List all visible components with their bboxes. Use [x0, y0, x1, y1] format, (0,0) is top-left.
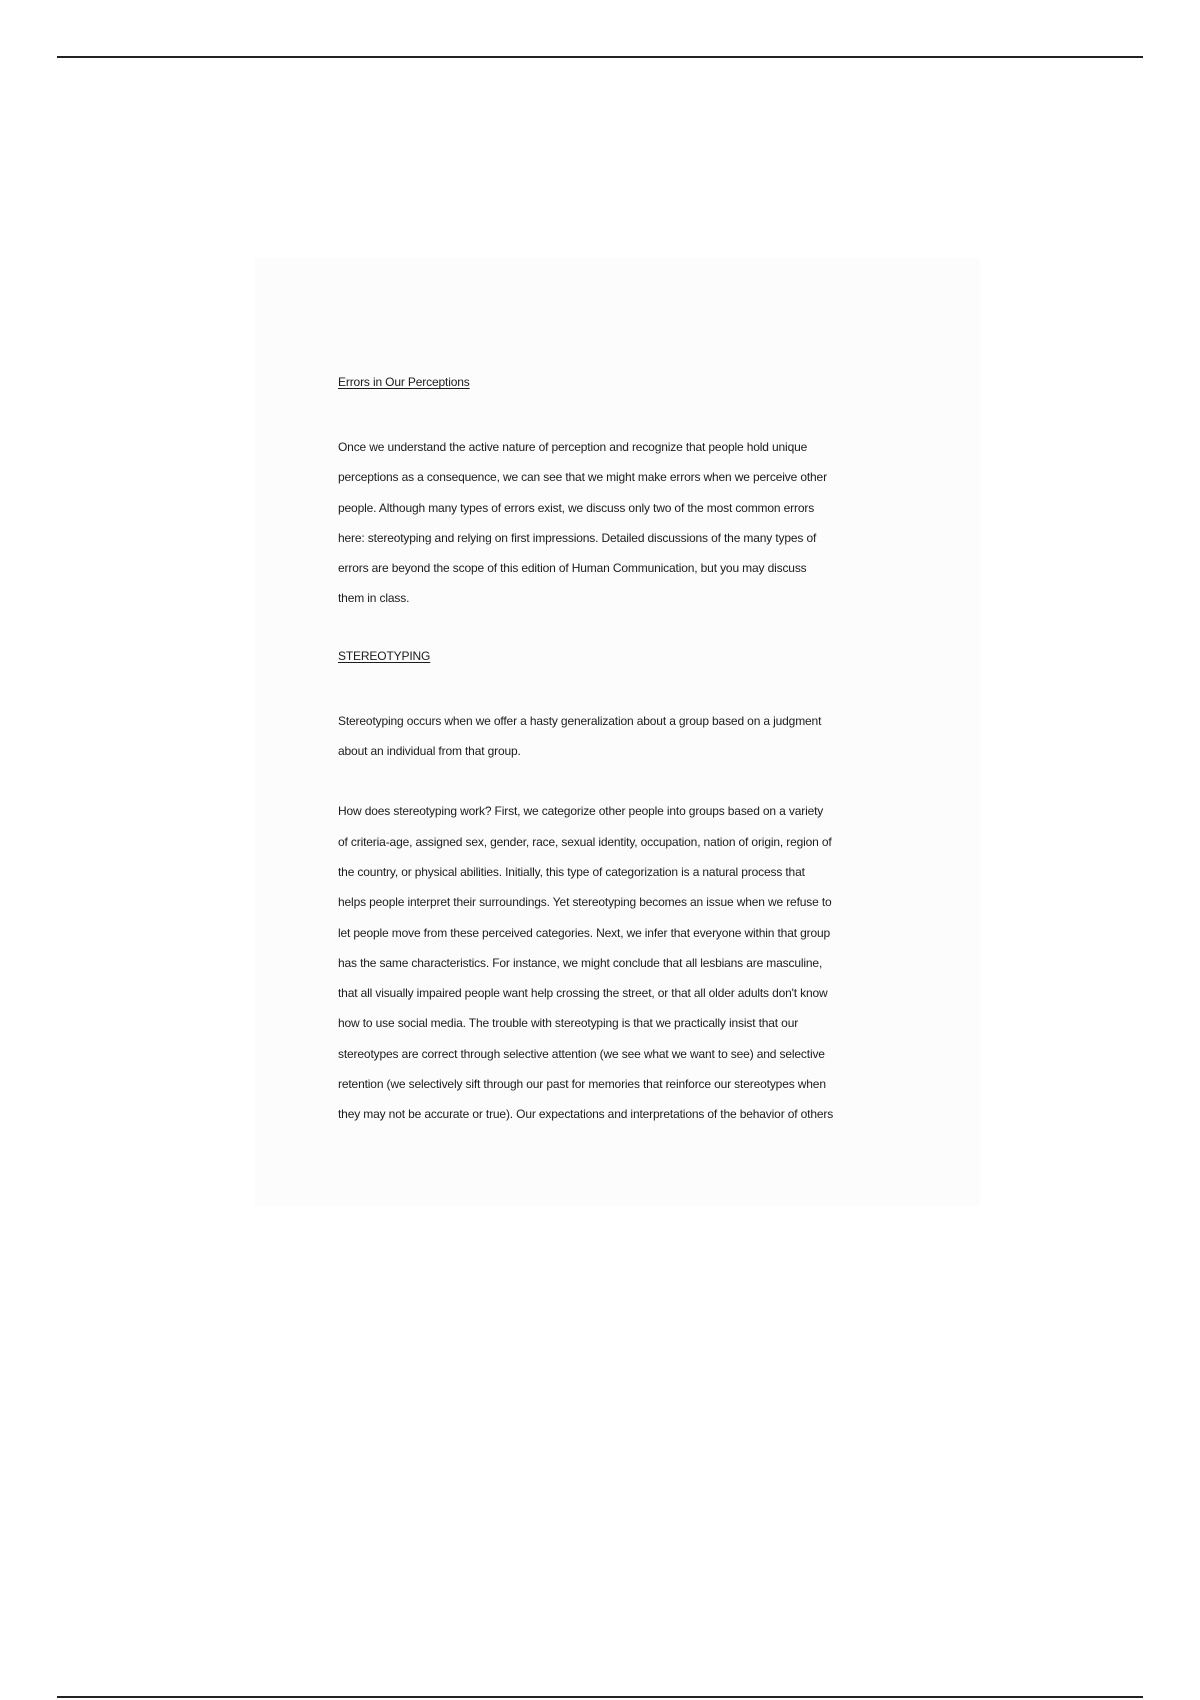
paragraph-line: errors are beyond the scope of this edition of Human Communication, but you may discuss — [338, 561, 807, 576]
paragraph-line: has the same characteristics. For instance, we might conclude that all lesbians are masculine, — [338, 955, 823, 970]
paragraph-1 — [338, 432, 908, 614]
paragraph-line: here: stereotyping and relying on first impressions. Detailed discussions of the many types of — [338, 530, 817, 545]
paragraph-line: about an individual from that group. — [338, 744, 521, 759]
paragraph-line: stereotypes are correct through selective attention (we see what we want to see) and selective — [338, 1046, 825, 1061]
paragraph-line: perceptions as a consequence, we can see that we might make errors when we perceive other — [338, 470, 827, 485]
top-rule — [57, 56, 1143, 58]
paragraph-line: Stereotyping occurs when we offer a hasty generalization about a group based on a judgment — [338, 713, 822, 728]
document-body — [338, 370, 908, 1130]
paragraph-line: How does stereotyping work? First, we categorize other people into groups based on a variety — [338, 804, 824, 819]
paragraph-line: that all visually impaired people want help crossing the street, or that all older adults don't know — [338, 986, 828, 1001]
paragraph-line: of criteria-age, assigned sex, gender, race, sexual identity, occupation, nation of origin, region of — [338, 834, 832, 849]
paragraph-line: Once we understand the active nature of perception and recognize that people hold unique — [338, 440, 808, 454]
section-heading: Errors in Our Perceptions — [338, 375, 470, 389]
paragraph-line: them in class. — [338, 591, 410, 606]
paragraph-line: how to use social media. The trouble with stereotyping is that we practically insist that our — [338, 1016, 799, 1031]
section-heading-row — [338, 370, 908, 394]
subheading-row — [338, 644, 908, 668]
paragraph-line: the country, or physical abilities. Initially, this type of categorization is a natural process that — [338, 864, 805, 879]
paragraph-3 — [338, 796, 908, 1129]
paragraph-line: helps people interpret their surroundings. Yet stereotyping becomes an issue when we refuse to — [338, 895, 832, 910]
paragraph-line: let people move from these perceived categories. Next, we infer that everyone within that group — [338, 925, 831, 940]
paragraph-2 — [338, 706, 908, 767]
subheading-stereotyping: STEREOTYPING — [338, 648, 431, 663]
bottom-rule — [57, 1696, 1143, 1698]
paragraph-line: people. Although many types of errors exist, we discuss only two of the most common errors — [338, 500, 815, 515]
paragraph-line: retention (we selectively sift through our past for memories that reinforce our stereotypes when — [338, 1077, 826, 1092]
paragraph-line: they may not be accurate or true). Our expectations and interpretations of the behavior of others — [338, 1107, 834, 1122]
